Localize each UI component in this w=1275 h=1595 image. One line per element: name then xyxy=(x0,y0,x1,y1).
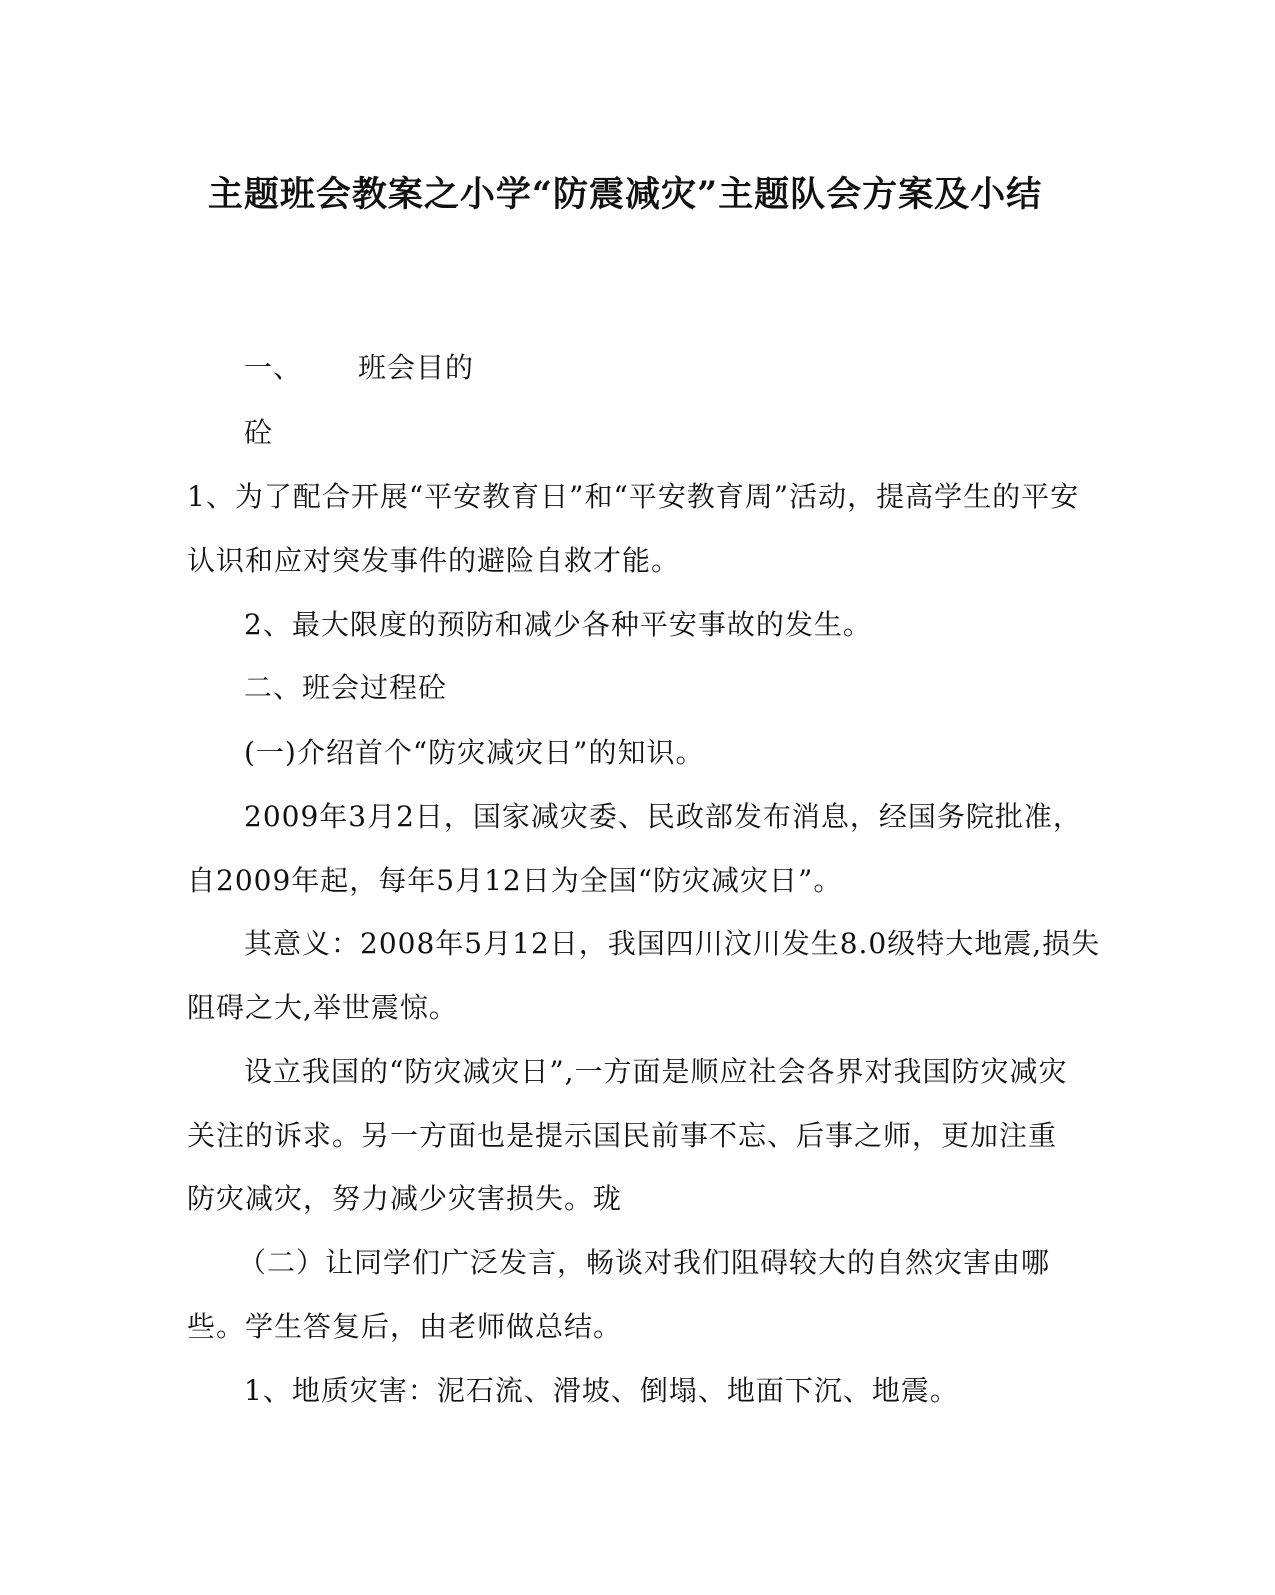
paragraph-line: 其意义：2008年5月12日，我国四川汶川发生8.0级特大地震,损失 xyxy=(244,927,1101,960)
section-heading-process: 二、班会过程砼 xyxy=(244,671,448,704)
paragraph-line: 设立我国的“防灾减灾日”,一方面是顺应社会各界对我国防灾减灾 xyxy=(244,1055,1068,1088)
paragraph-line: 自2009年起，每年5月12日为全国“防灾减灾日”。 xyxy=(187,864,843,897)
subsection-heading: (一)介绍首个“防灾减灾日”的知识。 xyxy=(244,736,705,769)
section-heading-purpose xyxy=(244,346,474,390)
section-label: 班会目的 xyxy=(358,351,475,384)
paragraph-line: 2009年3月2日，国家减灾委、民政部发布消息，经国务院批准， xyxy=(244,800,1082,833)
document-title: 主题班会教案之小学“防震减灾”主题队会方案及小结 xyxy=(207,174,1043,215)
subsection-heading: （二）让同学们广泛发言，畅谈对我们阻碍较大的自然灾害由哪 xyxy=(238,1246,1051,1279)
paragraph-line: 1、为了配合开展“平安教育日”和“平安教育周”活动，提高学生的平安 xyxy=(187,480,1080,513)
ocr-artifact-text: 砼 xyxy=(244,416,274,449)
paragraph-line: 防灾减灾，努力减少灾害损失。珑 xyxy=(187,1182,623,1215)
paragraph-line: 认识和应对突发事件的避险自救才能。 xyxy=(187,544,681,577)
paragraph-line: 2、最大限度的预防和减少各种平安事故的发生。 xyxy=(244,608,872,641)
paragraph-line: 些。学生答复后，由老师做总结。 xyxy=(187,1310,623,1343)
section-number: 一、 xyxy=(244,351,303,384)
paragraph-line: 关注的诉求。另一方面也是提示国民前事不忘、后事之师，更加注重 xyxy=(187,1119,1058,1152)
paragraph-line: 阻碍之大,举世震惊。 xyxy=(187,991,458,1024)
paragraph-line: 1、地质灾害：泥石流、滑坡、倒塌、地面下沉、地震。 xyxy=(244,1374,959,1407)
